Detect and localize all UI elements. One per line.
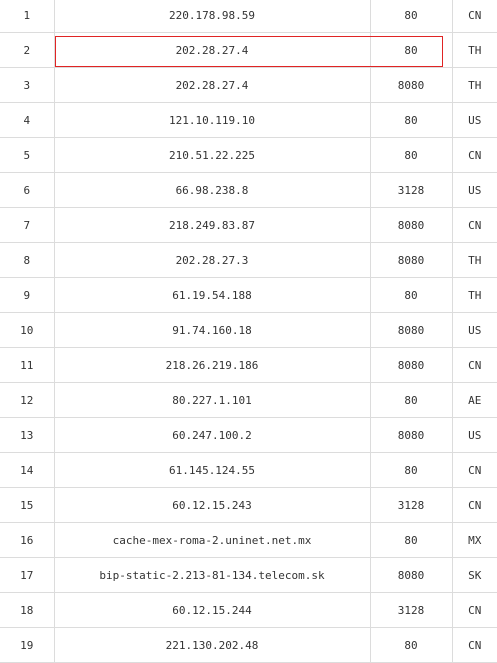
row-number-cell: 5	[0, 138, 54, 173]
table-row[interactable]	[0, 453, 497, 488]
table-row[interactable]	[0, 418, 497, 453]
row-number-cell: 11	[0, 348, 54, 383]
ip-address-cell: 60.247.100.2	[54, 418, 370, 453]
row-number-cell: 14	[0, 453, 54, 488]
table-row[interactable]	[0, 593, 497, 628]
port-cell: 3128	[370, 593, 452, 628]
row-number-cell: 6	[0, 173, 54, 208]
country-cell: CN	[452, 138, 497, 173]
table-row[interactable]	[0, 68, 497, 103]
ip-address-cell: 60.12.15.243	[54, 488, 370, 523]
port-cell: 8080	[370, 313, 452, 348]
ip-address-cell: 210.51.22.225	[54, 138, 370, 173]
row-number-cell: 3	[0, 68, 54, 103]
port-cell: 80	[370, 0, 452, 33]
country-cell: SK	[452, 558, 497, 593]
country-cell: TH	[452, 33, 497, 68]
row-number-cell: 8	[0, 243, 54, 278]
country-cell: CN	[452, 208, 497, 243]
row-number-cell: 13	[0, 418, 54, 453]
row-number-cell: 7	[0, 208, 54, 243]
port-cell: 80	[370, 138, 452, 173]
row-number-cell: 9	[0, 278, 54, 313]
table-row[interactable]	[0, 523, 497, 558]
country-cell: CN	[452, 488, 497, 523]
table-row[interactable]	[0, 243, 497, 278]
country-cell: US	[452, 418, 497, 453]
ip-address-cell: 202.28.27.4	[54, 68, 370, 103]
country-cell: CN	[452, 628, 497, 663]
table-row[interactable]	[0, 313, 497, 348]
ip-address-cell: 121.10.119.10	[54, 103, 370, 138]
ip-address-cell: 91.74.160.18	[54, 313, 370, 348]
table-row[interactable]	[0, 348, 497, 383]
table-row[interactable]	[0, 0, 497, 33]
port-cell: 8080	[370, 68, 452, 103]
row-number-cell: 15	[0, 488, 54, 523]
country-cell: CN	[452, 0, 497, 33]
port-cell: 80	[370, 628, 452, 663]
country-cell: CN	[452, 348, 497, 383]
port-cell: 8080	[370, 418, 452, 453]
country-cell: MX	[452, 523, 497, 558]
row-number-cell: 16	[0, 523, 54, 558]
port-cell: 80	[370, 103, 452, 138]
port-cell: 80	[370, 453, 452, 488]
ip-address-cell: 66.98.238.8	[54, 173, 370, 208]
country-cell: TH	[452, 243, 497, 278]
port-cell: 8080	[370, 243, 452, 278]
country-cell: US	[452, 313, 497, 348]
row-number-cell: 19	[0, 628, 54, 663]
country-cell: US	[452, 103, 497, 138]
port-cell: 8080	[370, 558, 452, 593]
country-cell: CN	[452, 593, 497, 628]
port-cell: 8080	[370, 208, 452, 243]
table-row[interactable]	[0, 138, 497, 173]
table-row[interactable]	[0, 208, 497, 243]
port-cell: 80	[370, 383, 452, 418]
country-cell: TH	[452, 278, 497, 313]
ip-address-cell: 218.26.219.186	[54, 348, 370, 383]
port-cell: 80	[370, 523, 452, 558]
port-cell: 80	[370, 33, 452, 68]
table-row[interactable]	[0, 558, 497, 593]
port-cell: 8080	[370, 348, 452, 383]
ip-address-cell: 220.178.98.59	[54, 0, 370, 33]
ip-address-cell: 221.130.202.48	[54, 628, 370, 663]
row-number-cell: 4	[0, 103, 54, 138]
ip-address-cell: 61.19.54.188	[54, 278, 370, 313]
row-number-cell: 17	[0, 558, 54, 593]
port-cell: 80	[370, 278, 452, 313]
port-cell: 3128	[370, 488, 452, 523]
row-number-cell: 10	[0, 313, 54, 348]
table-row[interactable]	[0, 488, 497, 523]
table-row[interactable]	[0, 103, 497, 138]
ip-address-cell: cache-mex-roma-2.uninet.net.mx	[54, 523, 370, 558]
country-cell: TH	[452, 68, 497, 103]
table-row[interactable]	[0, 33, 497, 68]
ip-address-cell: 202.28.27.4	[54, 33, 370, 68]
ip-address-cell: 61.145.124.55	[54, 453, 370, 488]
country-cell: CN	[452, 453, 497, 488]
table-row[interactable]	[0, 278, 497, 313]
port-cell: 3128	[370, 173, 452, 208]
table-row[interactable]	[0, 383, 497, 418]
table-row[interactable]	[0, 173, 497, 208]
country-cell: AE	[452, 383, 497, 418]
row-number-cell: 1	[0, 0, 54, 33]
ip-address-cell: 60.12.15.244	[54, 593, 370, 628]
ip-address-cell: 202.28.27.3	[54, 243, 370, 278]
row-number-cell: 2	[0, 33, 54, 68]
ip-address-cell: 80.227.1.101	[54, 383, 370, 418]
table-row[interactable]	[0, 628, 497, 663]
row-number-cell: 12	[0, 383, 54, 418]
country-cell: US	[452, 173, 497, 208]
ip-address-cell: bip-static-2.213-81-134.telecom.sk	[54, 558, 370, 593]
ip-address-cell: 218.249.83.87	[54, 208, 370, 243]
row-number-cell: 18	[0, 593, 54, 628]
